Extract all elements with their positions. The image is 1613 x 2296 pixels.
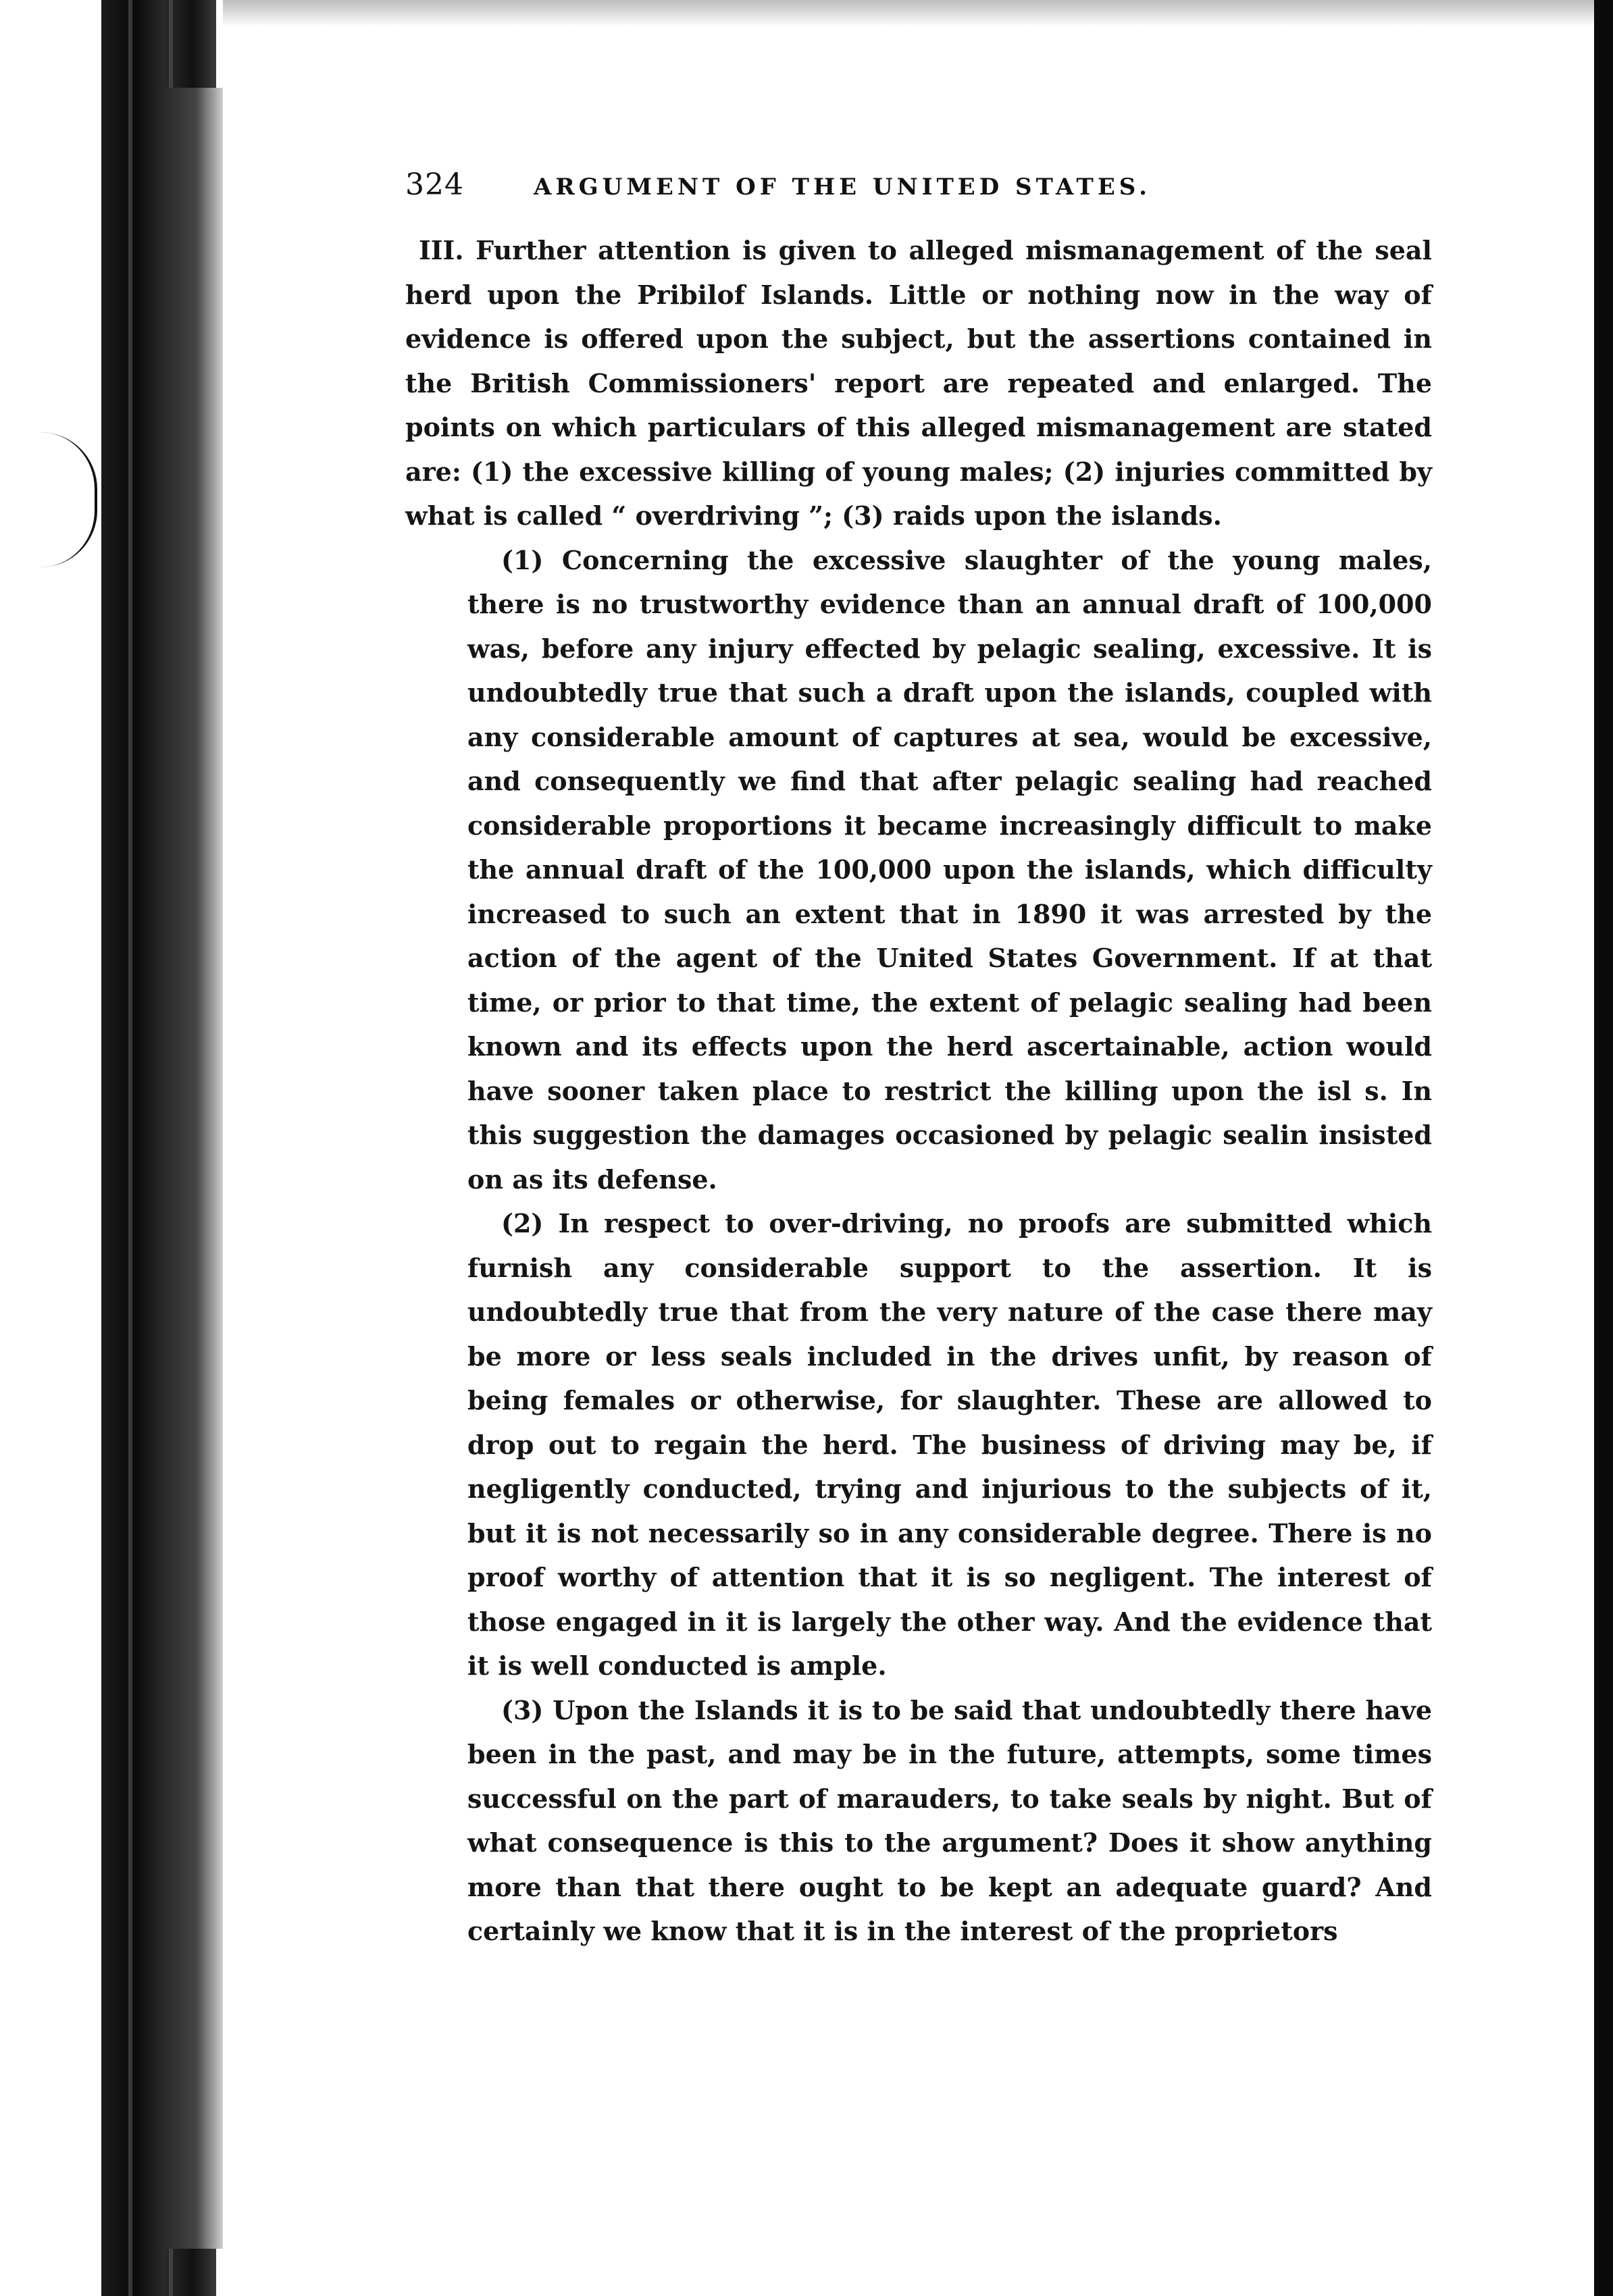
paragraph-item-2: (2) In respect to over-driving, no proofs are submitted which furnish any considerable support to the assertion. It is undoubtedly true that from the very nature of the case there may be more or less seals included in the drives unfit, by reason of being females or otherwise, for slaughter. These are allowed to drop out to regain the herd. The business of driving may be, if negligently conducted, trying and injurious to the subjects of it, but it is not necessarily so in any considerable degree. There is no proof worthy of attention that it is so negligent. The interest of those engaged in it is largely the other way. And the evidence that it is well conducted is ample. [467, 1208, 1432, 1681]
page-number: 324 [405, 167, 464, 202]
scan-top-edge [223, 0, 1594, 27]
book-page [405, 167, 1432, 1954]
paragraph-item-1: (1) Concerning the excessive slaughter of the young males, there is no trustworthy evidence than an annual draft of 100,000 was, before any injury effected by pelagic sealing, excessive. It is undoubtedly true that such a draft upon the islands, coupled with any considerable amount of captures at sea, would be excessive, and consequently we find that after pelagic sealing had reached considerable proportions it became increasingly difficult to make the annual draft of the 100,000 upon the islands, which difficulty increased to such an extent that in 1890 it was arrested by the action of the agent of the United States Government. If at that time, or prior to that time, the extent of pelagic sealing had been known and its effects upon the herd ascertainable, action would have sooner taken place to restrict the killing upon the isl s. In this suggestion the damages occasioned by pelagic sealin insisted on as its defense. [467, 544, 1432, 1195]
list-item-1 [405, 538, 1432, 1202]
running-head [405, 167, 1432, 215]
paragraph-item-3: (3) Upon the Islands it is to be said that undoubtedly there have been in the past, and may be in the future, attempts, some times successful on the part of marauders, to take seals by night. But of what consequence is this to the argument? Does it show anything more than that there ought to be kept an adequate guard? And certainly we know that it is in the interest of the proprietors [467, 1694, 1432, 1946]
page-gutter [155, 88, 223, 2249]
scan-right-edge [1594, 0, 1613, 2296]
scan-binding-edge [0, 0, 223, 2296]
running-title: ARGUMENT OF THE UNITED STATES. [534, 174, 1151, 201]
list-item-2 [405, 1201, 1432, 1688]
paragraph-intro: III. Further attention is given to alleged mismanagement of the seal herd upon the Pribilof Islands. Little or nothing now in the way of evidence is offered upon the subject, but the assertions contained in the British Commissioners' report are repeated and enlarged. The points on which particulars of this alleged mismanagement are stated are: (1) the excessive killing of young males; (2) injuries committed by what is called “ overdriving ”; (3) raids upon the islands. [405, 235, 1432, 531]
list-item-3 [405, 1688, 1432, 1954]
scan-margin [0, 0, 101, 2296]
spine-streak [128, 0, 132, 2296]
